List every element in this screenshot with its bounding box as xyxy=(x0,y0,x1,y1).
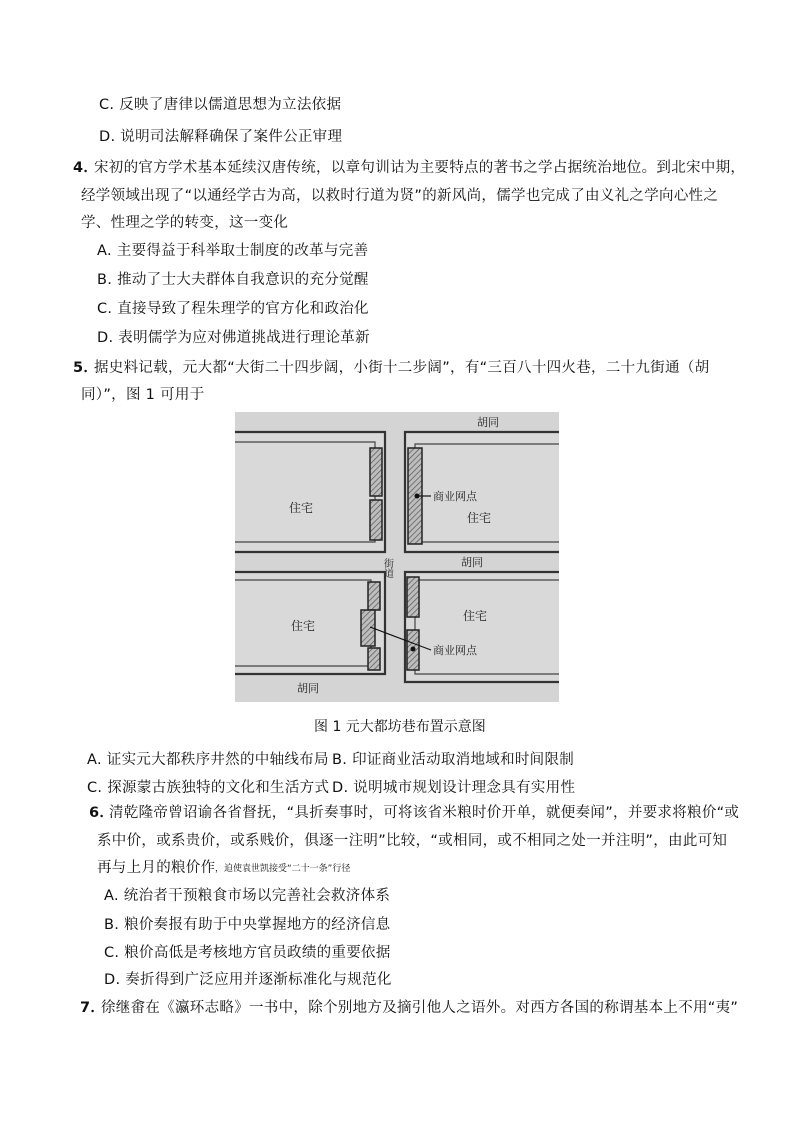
q4-option-c: C. 直接导致了程朱理学的官方化和政治化 xyxy=(97,301,369,317)
q3-option-c: C. 反映了唐律以儒道思想为立法依据 xyxy=(99,97,342,113)
q3-option-d: D. 说明司法解释确保了案件公正审理 xyxy=(99,129,343,145)
q4-option-a: A. 主要得益于科举取士制度的改革与完善 xyxy=(97,243,369,259)
q6-option-d: D. 奏折得到广泛应用并逐渐标准化与规范化 xyxy=(104,972,392,988)
label-residence-bottom-left: 住宅 xyxy=(291,619,316,633)
q6-option-a: A. 统治者干预粮食市场以完善社会救济体系 xyxy=(104,888,391,904)
q7-number: 7． xyxy=(80,1000,106,1016)
figure-caption: 图 1 元大都坊巷布置示意图 xyxy=(314,719,486,735)
q5-number: 5． xyxy=(73,360,99,376)
q5-option-c: C. 探源蒙古族独特的文化和生活方式 xyxy=(87,780,330,796)
q6-stem-line1: 清乾隆帝曾诏谕各省督抚，“具折奏事时，可将该省米粮时价开单，就便奏闻”，并要求将粮价“或 xyxy=(109,805,740,821)
label-residence-top-right: 住宅 xyxy=(467,511,492,525)
q4-stem-line3: 学、性理之学的转变，这一变化 xyxy=(81,215,289,231)
q4-stem-line2: 经学领域出现了“以通经学古为高，以救时行道为贤”的新风尚，儒学也完成了由义礼之学向心性之 xyxy=(81,188,719,204)
q7-stem-line1: 徐继畬在《瀛环志略》一书中，除个别地方及摘引他人之语外。对西方各国的称谓基本上不用“夷” xyxy=(101,1000,739,1016)
q4-stem-line1: 宋初的官方学术基本延续汉唐传统，以章句训诂为主要特点的著书之学占据统治地位。到北宋中期， xyxy=(94,160,746,176)
label-hutong-bottom: 胡同 xyxy=(297,682,319,695)
city-layout-figure xyxy=(235,412,559,702)
q6-number: 6． xyxy=(89,805,115,821)
q5-option-b: B. 印证商业活动取消地域和时间限制 xyxy=(332,752,575,768)
label-residence-bottom-right: 住宅 xyxy=(463,609,488,623)
q4-option-b: B. 推动了士大夫群体自我意识的充分觉醒 xyxy=(97,272,369,288)
q6-stem-line2: 系中价，或系贵价，或系贱价，俱逐一注明”比较，“或相同，或不相同之处一并注明”，由此可知 xyxy=(97,833,728,849)
label-shop-bottom: 商业网点 xyxy=(433,644,477,657)
q6-option-c: C. 粮价高低是考核地方官员政绩的重要依据 xyxy=(104,945,391,961)
label-street: 街道 xyxy=(381,558,393,578)
label-residence-top-left: 住宅 xyxy=(289,501,314,515)
label-hutong-top: 胡同 xyxy=(477,416,499,429)
label-hutong-middle: 胡同 xyxy=(461,556,483,569)
q6-option-b: B. 粮价奏报有助于中央掌握地方的经济信息 xyxy=(104,917,391,933)
q6-stem-line3: 再与上月的粮价作 xyxy=(97,860,216,876)
q5-option-d: D. 说明城市规划设计理念具有实用性 xyxy=(332,780,576,796)
q5-stem-line2: 同）”，图 1 可用于 xyxy=(81,387,205,403)
q6-overlapping-text: ，迫使袁世凯接受“二十一条”行径 xyxy=(215,864,351,874)
label-shop-top: 商业网点 xyxy=(433,490,477,503)
q5-stem-line1: 据史料记载，元大都“大街二十四步阔，小街十二步阔”，有“三百八十四火巷，二十九街通（胡 xyxy=(94,360,710,376)
q5-option-a: A. 证实元大都秩序井然的中轴线布局 xyxy=(87,752,329,768)
q4-number: 4． xyxy=(73,160,99,176)
q4-option-d: D. 表明儒学为应对佛道挑战进行理论革新 xyxy=(97,330,370,346)
